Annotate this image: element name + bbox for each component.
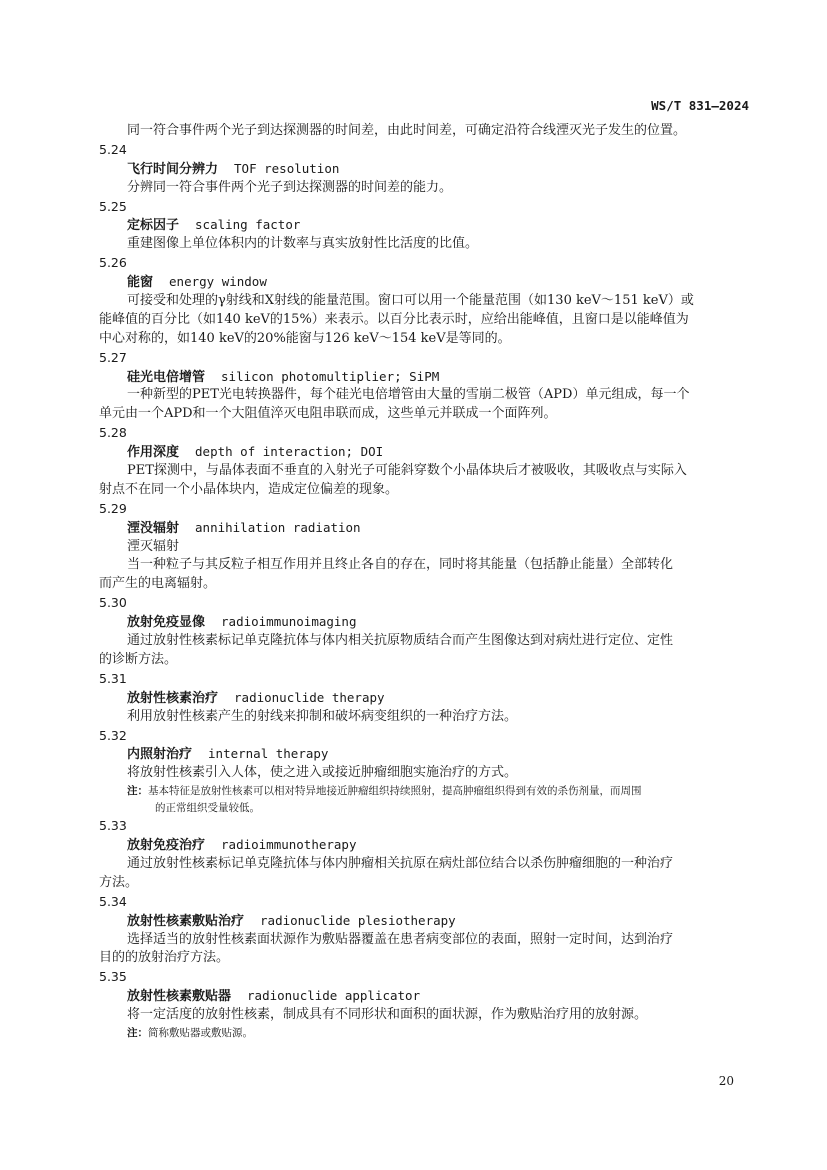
definition-line: 通过放射性核素标记单克隆抗体与体内相关抗原物质结合而产生图像达到对病灶进行定位、定性 [127, 633, 674, 649]
term-heading [99, 519, 749, 538]
term-heading [99, 216, 749, 235]
term-heading [99, 368, 749, 387]
term-number: 5.30 [99, 595, 127, 611]
term-heading [99, 160, 749, 179]
definition-line: 利用放射性核素产生的射线来抑制和破坏病变组织的一种治疗方法。 [127, 708, 518, 724]
term-chinese: 硅光电倍增管 [127, 369, 206, 385]
term-number: 5.33 [99, 818, 127, 834]
note-label: 注： [127, 1026, 148, 1039]
term-number: 5.32 [99, 727, 127, 743]
term-english: radioimmunoimaging [221, 614, 357, 630]
term-english: radionuclide plesiotherapy [260, 912, 456, 928]
term-english: radioimmunotherapy [221, 837, 357, 853]
definition-line: 重建图像上单位体积内的计数率与真实放射性比活度的比值。 [127, 236, 479, 252]
term-entries [99, 141, 749, 1042]
term-heading [99, 912, 749, 931]
term-english: silicon photomultiplier; SiPM [221, 368, 440, 384]
term-chinese: 放射性核素敷贴治疗 [127, 913, 245, 929]
intro-line: 同一符合事件两个光子到达探测器的时间差，由此时间差，可确定沿符合线湮灭光子发生的位置。 [127, 123, 687, 138]
term-chinese: 作用深度 [127, 445, 180, 461]
term-number: 5.31 [99, 670, 127, 686]
term-number: 5.26 [99, 255, 127, 271]
definition-line: 单元由一个APD和一个大阻值淬灭电阻串联而成，这些单元并联成一个面阵列。 [99, 406, 557, 422]
term-chinese: 飞行时间分辨力 [127, 161, 219, 177]
definition-line: PET探测中，与晶体表面不垂直的入射光子可能斜穿数个小晶体块后才被吸收，其吸收点与实际入 [127, 463, 687, 479]
term-number: 5.34 [99, 893, 127, 909]
term-heading [99, 443, 749, 462]
term-number: 5.27 [99, 349, 127, 365]
term-chinese: 放射免疫治疗 [127, 838, 206, 854]
term-number: 5.24 [99, 141, 127, 157]
term-english: TOF resolution [234, 160, 340, 176]
definition-line: 中心对称的，如140 keV的20%能窗与126 keV～154 keV是等同的。 [99, 330, 511, 346]
term-english: energy window [169, 274, 267, 290]
page-body [99, 122, 749, 1042]
term-english: radionuclide applicator [247, 988, 421, 1004]
page-number: 20 [718, 1074, 734, 1088]
term-chinese: 内照射治疗 [127, 747, 193, 763]
term-synonym: 湮灭辐射 [127, 538, 180, 554]
definition-line: 选择适当的放射性核素面状源作为敷贴器覆盖在患者病变部位的表面，照射一定时间，达到治疗 [127, 931, 674, 947]
term-heading [99, 613, 749, 632]
note-line [99, 783, 749, 800]
standard-code: WS/T 831—2024 [651, 98, 749, 113]
definition-line: 射点不在同一个小晶体块内，造成定位偏差的现象。 [99, 481, 399, 497]
term-english: scaling factor [195, 217, 301, 233]
term-heading [99, 689, 749, 708]
term-chinese: 湮没辐射 [127, 520, 180, 536]
term-number: 5.28 [99, 425, 127, 441]
note-text: 基本特征是放射性核素可以相对特异地接近肿瘤组织持续照射，提高肿瘤组织得到有效的杀伤剂量，而周围 [148, 785, 642, 798]
definition-line: 的诊断方法。 [99, 651, 178, 667]
note-text: 简称敷贴器或敷贴源。 [148, 1026, 253, 1039]
definition-line: 方法。 [99, 874, 139, 890]
definition-line: 将放射性核素引入人体，使之进入或接近肿瘤细胞实施治疗的方式。 [127, 765, 518, 781]
term-english: radionuclide therapy [234, 689, 385, 705]
term-heading [99, 745, 749, 764]
note-line [99, 1025, 749, 1042]
term-chinese: 放射性核素治疗 [127, 690, 219, 706]
term-chinese: 能窗 [127, 275, 154, 291]
term-chinese: 定标因子 [127, 218, 180, 234]
definition-line: 当一种粒子与其反粒子相互作用并且终止各自的存在，同时将其能量（包括静止能量）全部转化 [127, 557, 674, 573]
term-english: depth of interaction; DOI [195, 444, 384, 460]
definition-line: 而产生的电离辐射。 [99, 576, 217, 592]
definition-line: 能峰值的百分比（如140 keV的15%）来表示。以百分比表示时，应给出能峰值，且窗口是以能峰值为 [99, 311, 689, 327]
term-english: internal therapy [208, 746, 329, 762]
term-chinese: 放射性核素敷贴器 [127, 989, 232, 1005]
note-label: 注： [127, 785, 148, 798]
term-heading [99, 836, 749, 855]
definition-line: 可接受和处理的γ射线和X射线的能量范围。窗口可以用一个能量范围（如130 keV～151 keV）或 [127, 293, 694, 309]
term-heading [99, 987, 749, 1006]
definition-line: 通过放射性核素标记单克隆抗体与体内肿瘤相关抗原在病灶部位结合以杀伤肿瘤细胞的一种治疗 [127, 855, 674, 871]
term-chinese: 放射免疫显像 [127, 615, 206, 631]
term-number: 5.29 [99, 500, 127, 516]
note-line: 的正常组织受量较低。 [155, 802, 260, 815]
definition-line: 分辨同一符合事件两个光子到达探测器的时间差的能力。 [127, 179, 453, 195]
term-number: 5.25 [99, 198, 127, 214]
definition-line: 一种新型的PET光电转换器件，每个硅光电倍增管由大量的雪崩二极管（APD）单元组成，每一个 [127, 387, 690, 403]
term-english: annihilation radiation [195, 519, 361, 535]
definition-line: 将一定活度的放射性核素，制成具有不同形状和面积的面状源，作为敷贴治疗用的放射源。 [127, 1007, 648, 1023]
term-heading [99, 273, 749, 292]
term-number: 5.35 [99, 969, 127, 985]
definition-line: 目的的放射治疗方法。 [99, 950, 230, 966]
